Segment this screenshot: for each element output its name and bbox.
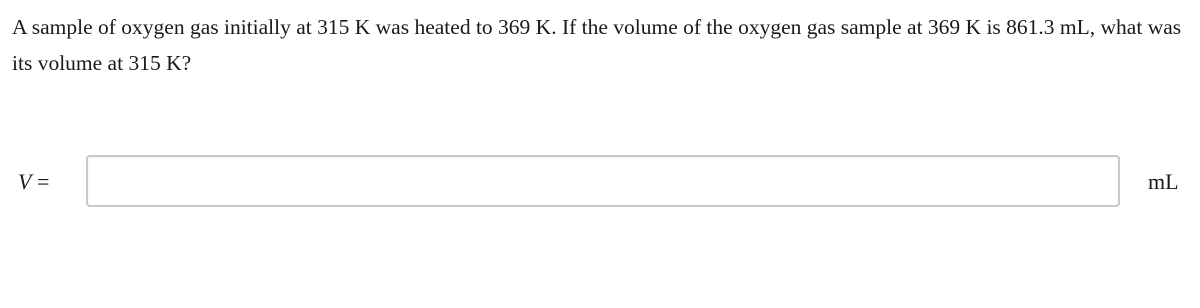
volume-answer-input[interactable] <box>86 155 1120 207</box>
unit-label: mL <box>1148 169 1179 194</box>
equals-sign: = <box>36 169 50 194</box>
answer-row <box>0 155 1200 207</box>
variable-label <box>18 170 49 194</box>
question-text: A sample of oxygen gas initially at 315 K was heated to 369 K. If the volume of the oxygen gas sample at 369 K is 861.3 mL, what was its volume at 315 K? <box>12 15 1182 75</box>
variable-symbol: V <box>18 169 32 194</box>
